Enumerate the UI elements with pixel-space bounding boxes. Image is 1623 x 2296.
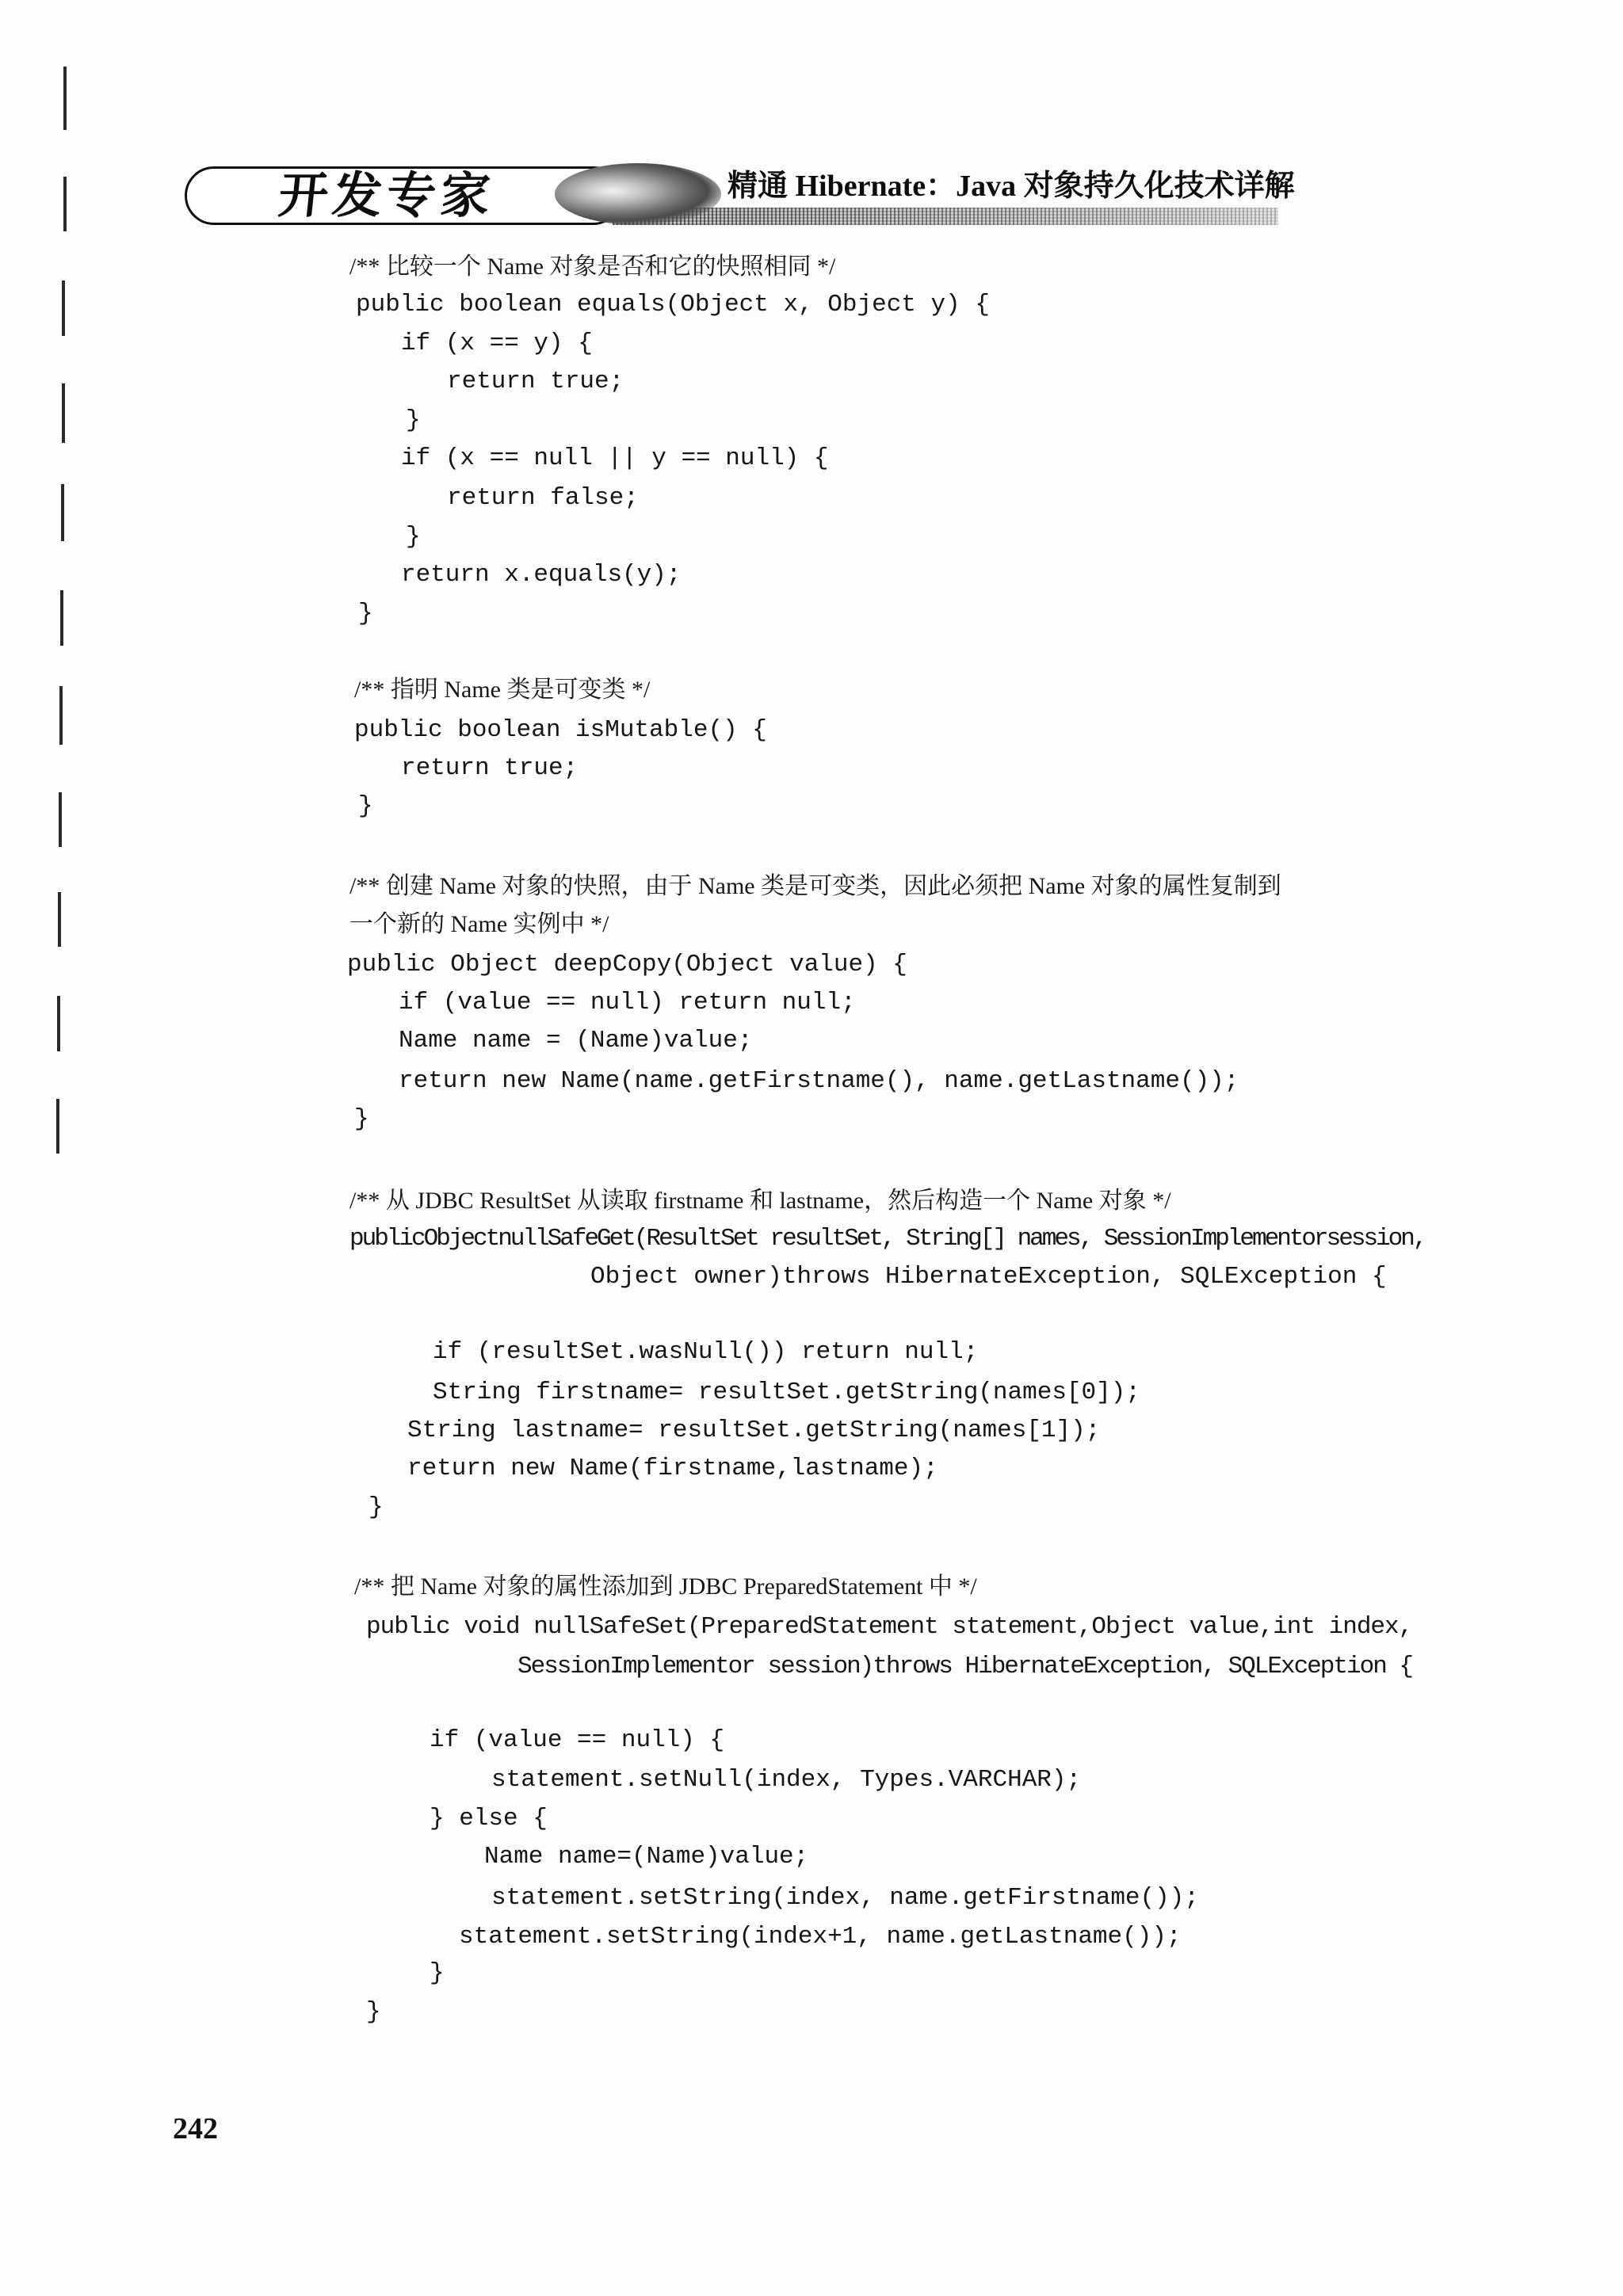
code-comment-line: /** 创建 Name 对象的快照，由于 Name 类是可变类，因此必须把 Name 对象的属性复制到 bbox=[349, 873, 1281, 899]
code-line: } bbox=[358, 792, 373, 820]
header-halftone-band bbox=[613, 208, 1278, 225]
code-line: return new Name(firstname,lastname); bbox=[407, 1455, 938, 1482]
code-comment-line: /** 把 Name 对象的属性添加到 JDBC PreparedStatement 中 */ bbox=[354, 1573, 977, 1600]
series-logo-shading bbox=[555, 163, 721, 225]
code-line: Name name = (Name)value; bbox=[399, 1027, 753, 1055]
margin-mark bbox=[61, 484, 64, 541]
code-line: return false; bbox=[447, 484, 639, 512]
code-comment-line: /** 从 JDBC ResultSet 从读取 firstname 和 lastname，然后构造一个 Name 对象 */ bbox=[349, 1188, 1171, 1214]
code-line: publicObjectnullSafeGet(ResultSet resultSet, String[] names, SessionImplementorsession, bbox=[349, 1225, 1426, 1253]
code-line: if (x == null || y == null) { bbox=[401, 444, 829, 472]
margin-mark bbox=[63, 177, 67, 231]
code-line: String lastname= resultSet.getString(names[1]); bbox=[407, 1417, 1101, 1444]
code-line: Name name=(Name)value; bbox=[484, 1843, 809, 1871]
code-line: } bbox=[406, 523, 421, 551]
code-line: public Object deepCopy(Object value) { bbox=[347, 951, 907, 978]
code-line: } bbox=[366, 1998, 381, 2026]
margin-mark bbox=[57, 996, 60, 1051]
code-comment-line: /** 比较一个 Name 对象是否和它的快照相同 */ bbox=[349, 254, 836, 280]
page-number: 242 bbox=[173, 2112, 218, 2145]
code-line: } bbox=[430, 1959, 445, 1987]
code-line: } else { bbox=[430, 1805, 548, 1833]
code-line: } bbox=[369, 1493, 384, 1521]
code-line: statement.setNull(index, Types.VARCHAR); bbox=[491, 1766, 1082, 1794]
book-title: 精通 Hibernate：Java 对象持久化技术详解 bbox=[727, 170, 1295, 203]
code-line: Object owner)throws HibernateException, SQLException { bbox=[590, 1263, 1387, 1291]
code-line: String firstname= resultSet.getString(names[0]); bbox=[433, 1379, 1140, 1406]
code-line: statement.setString(index+1, name.getLastname()); bbox=[459, 1923, 1182, 1951]
margin-mark bbox=[63, 67, 67, 130]
code-line: public boolean equals(Object x, Object y) { bbox=[356, 291, 990, 318]
code-line: return true; bbox=[401, 754, 579, 782]
code-line: public void nullSafeSet(PreparedStatement statement,Object value,int index, bbox=[366, 1613, 1413, 1641]
code-line: } bbox=[358, 600, 373, 627]
code-comment-line: 一个新的 Name 实例中 */ bbox=[349, 911, 609, 937]
margin-mark bbox=[59, 792, 62, 847]
code-line: SessionImplementor session)throws HibernateException, SQLException { bbox=[517, 1653, 1413, 1680]
code-line: if (value == null) return null; bbox=[399, 989, 856, 1016]
margin-mark bbox=[62, 280, 65, 336]
code-line: } bbox=[406, 406, 421, 434]
margin-mark bbox=[60, 590, 63, 646]
code-line: statement.setString(index, name.getFirstname()); bbox=[491, 1884, 1199, 1912]
code-comment-line: /** 指明 Name 类是可变类 */ bbox=[354, 677, 651, 703]
code-line: public boolean isMutable() { bbox=[354, 716, 767, 744]
code-line: return true; bbox=[447, 368, 624, 395]
code-line: } bbox=[354, 1105, 369, 1133]
code-line: if (value == null) { bbox=[430, 1726, 725, 1754]
series-logo-text: 开发专家 bbox=[276, 166, 498, 224]
margin-mark bbox=[58, 892, 61, 947]
margin-mark bbox=[59, 686, 63, 745]
code-line: if (x == y) { bbox=[401, 330, 593, 357]
margin-mark bbox=[62, 383, 65, 443]
margin-mark bbox=[56, 1099, 59, 1154]
code-line: return x.equals(y); bbox=[401, 561, 682, 589]
code-line: if (resultSet.wasNull()) return null; bbox=[433, 1338, 979, 1366]
code-line: return new Name(name.getFirstname(), name.getLastname()); bbox=[399, 1067, 1239, 1095]
